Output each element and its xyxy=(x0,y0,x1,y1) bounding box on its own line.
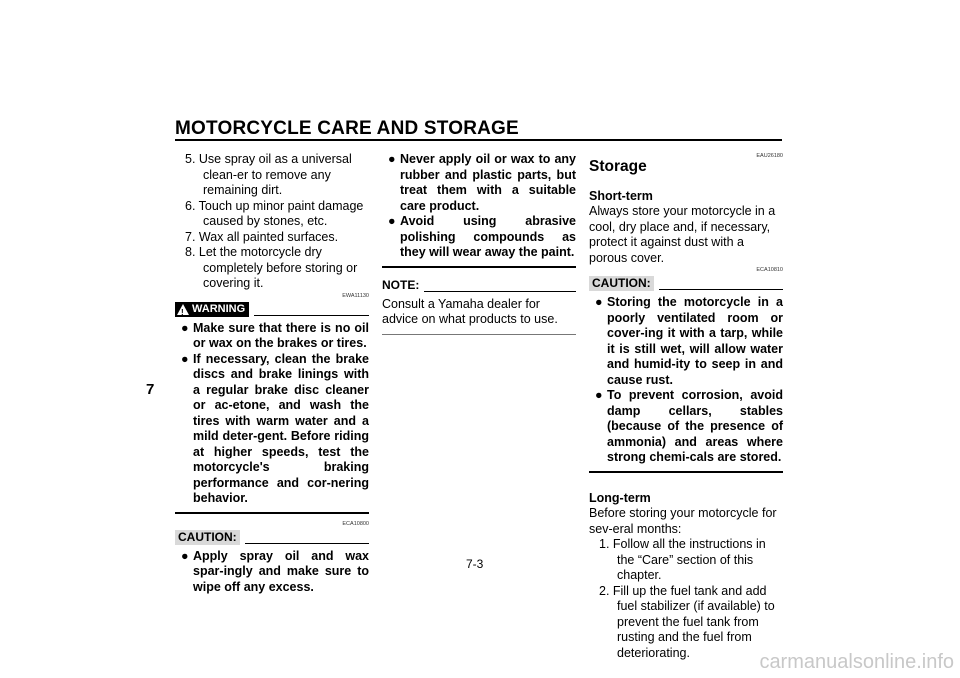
caution-banner xyxy=(589,276,783,291)
caution-bullet: ● To prevent corrosion, avoid damp cellars, stables (because of the presence of ammonia) and areas where strong chemi-cals are stored. xyxy=(589,388,783,466)
caution-code: ECA10810 xyxy=(756,267,783,273)
care-bullet: ● Never apply oil or wax to any rubber and plastic parts, but treat them with a suitable care product. xyxy=(382,152,576,214)
bullet-icon: ● xyxy=(595,388,603,402)
title-rule xyxy=(175,139,782,141)
note-end-rule xyxy=(382,334,576,335)
warning-code: EWA11130 xyxy=(342,292,369,299)
chapter-tab: 7 xyxy=(146,381,155,398)
short-term-text: Always store your motorcycle in a cool, dry place and, if necessary, protect it against dust with a porous cover. xyxy=(589,204,776,265)
column-2 xyxy=(382,152,576,335)
column-3 xyxy=(589,152,783,661)
bullet-icon: ● xyxy=(181,548,189,563)
caution-bullet: ● Apply spray oil and wax spar-ingly and make sure to wipe off any excess. xyxy=(175,549,369,596)
page-number: 7-3 xyxy=(466,557,484,571)
bullet-icon: ● xyxy=(388,214,396,228)
caution-line xyxy=(245,543,369,544)
caution-label: CAUTION: xyxy=(589,276,654,291)
warning-line xyxy=(254,315,369,316)
step-1: 1. Follow all the instructions in the “Care” section of this chapter. xyxy=(599,537,766,582)
bullet-icon: ● xyxy=(388,152,396,166)
caution-line xyxy=(659,289,783,290)
warning-bullet: ● Make sure that there is no oil or wax on the brakes or tires. xyxy=(175,321,369,352)
step-7: 7. Wax all painted surfaces. xyxy=(185,229,339,244)
step-5: 5. Use spray oil as a universal clean-er to remove any remaining dirt. xyxy=(185,152,352,197)
bullet-icon: ● xyxy=(595,295,603,309)
storage-heading: Storage xyxy=(589,158,647,175)
bullet-icon: ● xyxy=(181,320,189,335)
long-term-label: Long-term xyxy=(589,490,651,505)
long-term-text: Before storing your motorcycle for sev-eral months: xyxy=(589,506,777,536)
note-label: NOTE: xyxy=(382,277,420,292)
step-2: 2. Fill up the fuel tank and add fuel stabilizer (if available) to prevent the fuel tank from rusting and the fuel from deteriorating. xyxy=(599,583,775,660)
warning-triangle-icon: ! xyxy=(177,304,189,315)
warning-bullet: ● If necessary, clean the brake discs and brake linings with a regular brake disc cleaner or ac-etone, and wash the tires with warm water and a mild deter-gent. Before riding at higher speeds, test the motorcycle's braking performance and cor-nering behavior. xyxy=(175,352,369,507)
bullet-icon: ● xyxy=(181,351,189,366)
short-term-label: Short-term xyxy=(589,188,653,203)
page-title: MOTORCYCLE CARE AND STORAGE xyxy=(175,118,519,139)
note-text: Consult a Yamaha dealer for advice on what products to use. xyxy=(382,296,558,326)
step-6: 6. Touch up minor paint damage caused by stones, etc. xyxy=(185,198,364,228)
note-banner xyxy=(382,278,576,293)
caution-label: CAUTION: xyxy=(175,530,240,545)
caution-bullet: ● Storing the motorcycle in a poorly ventilated room or cover-ing it with a tarp, while it is still wet, will allow water and humid-ity to seep in and cause rust. xyxy=(589,295,783,388)
care-bullet: ● Avoid using abrasive polishing compounds as they will wear away the paint. xyxy=(382,214,576,261)
warning-badge xyxy=(175,302,249,317)
caution-code: ECA10800 xyxy=(342,520,369,527)
watermark: carmanualsonline.info xyxy=(759,651,954,673)
warning-banner xyxy=(175,302,369,317)
step-8: 8. Let the motorcycle dry completely before storing or covering it. xyxy=(185,245,358,290)
warning-label: WARNING xyxy=(192,302,246,315)
caution-banner xyxy=(175,530,369,545)
column-1 xyxy=(175,152,369,595)
storage-code: EAU26180 xyxy=(756,153,783,159)
note-line xyxy=(424,291,576,292)
